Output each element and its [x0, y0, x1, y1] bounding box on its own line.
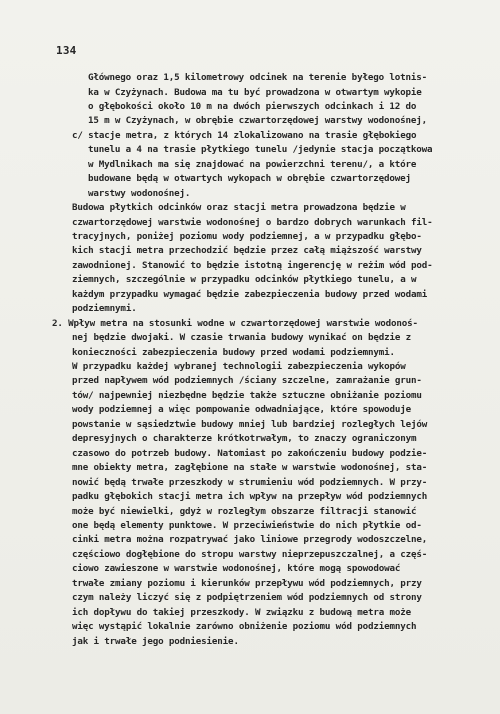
text-line: konieczności zabezpieczenia budowy przed wodami podziemnymi.: [72, 346, 395, 358]
page-number: 134: [56, 44, 77, 57]
text-line: nej będzie dwojaki. W czasie trwania budowy wynikać on będzie z: [72, 332, 412, 344]
text-line: podziemnymi.: [72, 303, 137, 315]
text-line: tów/ najpewniej niezbędne będzie także sztuczne obniżanie poziomu: [72, 389, 422, 401]
text-line: tracyjnych, poniżej poziomu wody podziemnej, a w przypadku głębo-: [72, 230, 422, 242]
text-line: Budowa płytkich odcinków oraz stacji metra prowadzona będzie w: [72, 202, 406, 213]
text-line: 2. Wpływ metra na stosunki wodne w czwartorzędowej warstwie wodonoś-: [52, 317, 418, 329]
text-line: Głównego oraz 1,5 kilometrowy odcinek na terenie byłego lotnis-: [88, 72, 428, 83]
text-line: ziemnych, szczególnie w przypadku odcinków płytkiego tunelu, a w: [72, 274, 417, 286]
text-line: padku głębokich stacji metra ich wpływ na przepływ wód podziemnych: [72, 491, 428, 502]
text-line: może być niewielki, gdyż w rozległym obszarze filtracji stanowić: [72, 505, 417, 517]
text-line: czasowo do potrzeb budowy. Natomiast po zakończeniu budowy podzie-: [72, 447, 428, 459]
text-line: W przypadku każdej wybranej technologii zabezpieczenia wykopów: [72, 361, 406, 372]
text-line: powstanie w sąsiedztwie budowy mniej lub bardziej rozległych lejów: [72, 418, 428, 430]
text-line: przed napływem wód podziemnych /ściany szczelne, zamrażanie grun-: [72, 375, 422, 387]
text-line: każdym przypadku wymagać będzie zabezpieczenia budowy przed wodami: [72, 288, 428, 300]
text-line: wody podziemnej a więc pompowanie odwadniające, które spowoduje: [72, 404, 412, 416]
text-line: czwartorzędowej warstwie wodonośnej o bardzo dobrych warunkach fil-: [72, 216, 433, 228]
text-line: cinki metra można rozpatrywać jako liniowe przegrody wodoszczelne,: [72, 534, 428, 546]
text-line: kich stacji metra przechodzić będzie przez całą miąższość warstwy: [72, 245, 422, 257]
text-line: nowić będą trwałe przeszkody w strumieniu wód podziemnych. W przy-: [72, 476, 428, 488]
text-line: czym należy liczyć się z podpiętrzeniem wód podziemnych od strony: [72, 592, 422, 604]
text-line: ich dopływu do takiej przeszkody. W związku z budową metra może: [72, 606, 412, 618]
text-line: ka w Czyżynach. Budowa ma tu być prowadzona w otwartym wykopie: [88, 86, 422, 98]
text-line: depresyjnych o charakterze krótkotrwałym, to znaczy ograniczonym: [72, 433, 417, 445]
text-line: częściowo dogłębione do stropu warstwy nieprzepuszczalnej, a częś-: [72, 548, 428, 560]
text-line: budowane będą w otwartych wykopach w obrębie czwartorzędowej: [88, 173, 411, 185]
text-line: trwałe zmiany poziomu i kierunków przepływu wód podziemnych, przy: [72, 577, 422, 589]
text-line: więc wystąpić lokalnie zarówno obniżenie poziomu wód podziemnych: [72, 621, 417, 633]
text-line: tunelu a 4 na trasie płytkiego tunelu /jedynie stacja początkowa: [88, 144, 433, 156]
text-line: one będą elementy punktowe. W przeciwieństwie do nich płytkie od-: [72, 520, 422, 531]
text-line: zawodnionej. Stanowić to będzie istotną ingerencję w reżim wód pod-: [72, 259, 433, 271]
text-line: o głębokości około 10 m na dwóch pierwszych odcinkach i 12 do: [88, 100, 417, 112]
text-line: 15 m w Czyżynach, w obrębie czwartorzędowej warstwy wodonośnej,: [88, 115, 428, 127]
text-line: ciowo zawieszone w warstwie wodonośnej, które mogą spowodować: [72, 563, 401, 575]
text-line: jak i trwałe jego podniesienie.: [72, 635, 239, 647]
text-line: mne obiekty metra, zagłębione na stałe w warstwie wodonośnej, sta-: [72, 462, 428, 474]
text-line: w Mydlnikach ma się znajdować na powierzchni terenu/, a które: [88, 158, 417, 170]
text-line: warstwy wodonośnej.: [88, 187, 191, 199]
text-line: c/ stacje metra, z których 14 zlokalizowano na trasie głębokiego: [72, 129, 417, 141]
